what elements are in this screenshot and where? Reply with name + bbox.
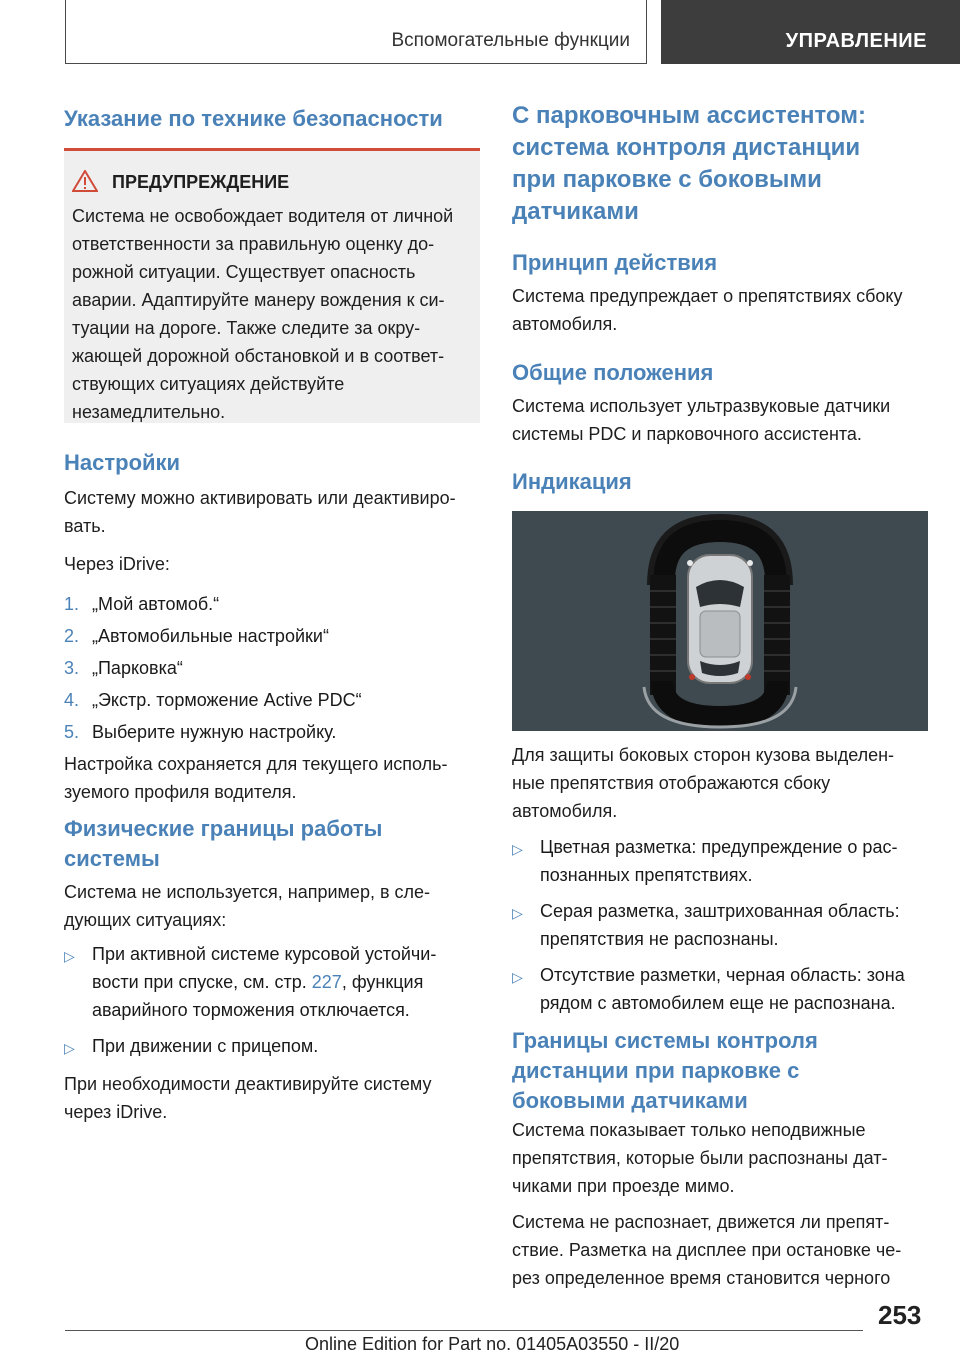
principle-text: автомобиля. bbox=[512, 314, 618, 334]
warning-line: незамедлительно. bbox=[72, 402, 226, 422]
indication-text: ные препятствия отображаются сбоку bbox=[512, 773, 831, 793]
general-heading: Общие положения bbox=[512, 360, 714, 385]
warning-line: аварии. Адаптируйте манеру вождения к си- bbox=[72, 290, 445, 310]
footer-divider bbox=[65, 1330, 863, 1331]
principle-text: Система предупреждает о препятствиях сбоку bbox=[512, 286, 903, 306]
bullet-text: Серая разметка, заштрихованная область: bbox=[540, 901, 900, 921]
steps-list bbox=[64, 590, 482, 746]
warning-line: рожной ситуации. Существует опасность bbox=[72, 262, 416, 282]
page-number: 253 bbox=[878, 1300, 922, 1330]
bullet-text: , функция bbox=[341, 972, 424, 992]
list-item bbox=[64, 654, 482, 682]
bullet-text: Отсутствие разметки, черная область: зона bbox=[540, 965, 905, 985]
bullet-triangle-icon: ▷ bbox=[512, 841, 523, 857]
bounds-text: препятствия, которые были распознаны дат- bbox=[512, 1148, 888, 1168]
bullet-text: Цветная разметка: предупреждение о рас- bbox=[540, 837, 898, 857]
chapter-title: УПРАВЛЕНИЕ bbox=[785, 30, 927, 52]
warning-box bbox=[64, 148, 480, 423]
bounds-text: чиками при проезде мимо. bbox=[512, 1176, 735, 1196]
via-idrive-text: Через iDrive: bbox=[64, 554, 170, 574]
warning-line: ствующих ситуациях действуйте bbox=[72, 374, 345, 394]
main-heading-line: при парковке с боковыми bbox=[512, 166, 822, 193]
indication-section bbox=[512, 741, 930, 1025]
list-item bbox=[64, 1032, 482, 1062]
warning-divider bbox=[64, 148, 480, 151]
bullet-text: познанных препятствиях. bbox=[540, 865, 753, 885]
deactivate-text: При необходимости деактивируйте систему bbox=[64, 1074, 432, 1094]
step-text: „Парковка“ bbox=[92, 658, 183, 678]
bullet-text: рядом с автомобилем еще не распознана. bbox=[540, 993, 896, 1013]
safety-heading: Указание по технике безопасности bbox=[64, 106, 443, 131]
running-header-box bbox=[65, 0, 647, 64]
limits-heading bbox=[64, 814, 482, 874]
step-text: „Автомобильные настройки“ bbox=[92, 626, 329, 646]
limits-text: Система не используется, например, в сле- bbox=[64, 882, 431, 902]
parking-sensor-illustration bbox=[512, 511, 928, 731]
main-heading-line: система контроля дистанции bbox=[512, 134, 861, 161]
saved-text: зуемого профиля водителя. bbox=[64, 782, 297, 802]
list-item bbox=[512, 961, 930, 1017]
bullet-triangle-icon: ▷ bbox=[64, 1040, 75, 1056]
warning-line: туации на дороге. Также следите за окру- bbox=[72, 318, 421, 338]
indication-text: Для защиты боковых сторон кузова выделен- bbox=[512, 745, 895, 765]
bullet-text: препятствия не распознаны. bbox=[540, 929, 779, 949]
bounds-heading-line: Границы системы контроля bbox=[512, 1028, 818, 1053]
limits-text: дующих ситуациях: bbox=[64, 910, 227, 930]
settings-text: вать. bbox=[64, 516, 106, 536]
bounds-heading bbox=[512, 1026, 942, 1116]
bullet-text: вости при спуске, см. стр. bbox=[92, 972, 312, 992]
step-number: 1. bbox=[64, 594, 80, 614]
general-text: Система использует ультразвуковые датчики bbox=[512, 396, 891, 416]
principle-heading: Принцип действия bbox=[512, 250, 718, 275]
section-title: Вспомогательные функции bbox=[391, 30, 630, 51]
bullet-triangle-icon: ▷ bbox=[64, 948, 75, 964]
settings-section bbox=[64, 484, 482, 806]
step-text: „Экстр. торможение Active PDC“ bbox=[92, 690, 362, 710]
bullet-text: При движении с прицепом. bbox=[92, 1036, 319, 1056]
bounds-section bbox=[512, 1116, 942, 1292]
step-number: 2. bbox=[64, 626, 80, 646]
list-item bbox=[64, 940, 482, 1024]
bullet-triangle-icon: ▷ bbox=[512, 905, 523, 921]
page-link[interactable]: 227 bbox=[311, 972, 342, 992]
bullet-triangle-icon: ▷ bbox=[512, 969, 523, 985]
indication-heading: Индикация bbox=[512, 469, 632, 494]
step-text: Выберите нужную настройку. bbox=[92, 722, 337, 742]
car-top-view-icon bbox=[512, 511, 928, 731]
bounds-heading-line: дистанции при парковке с bbox=[512, 1058, 800, 1083]
warning-title: ПРЕДУПРЕЖДЕНИЕ bbox=[112, 172, 290, 192]
list-item bbox=[512, 897, 930, 953]
chapter-tab bbox=[661, 0, 960, 64]
general-text: системы PDC и парковочного ассистента. bbox=[512, 424, 862, 444]
list-item bbox=[64, 590, 482, 618]
step-number: 5. bbox=[64, 722, 80, 742]
list-item bbox=[64, 718, 482, 746]
general-section bbox=[512, 392, 930, 448]
settings-text: Систему можно активировать или деактивиро- bbox=[64, 488, 456, 508]
step-text: „Мой автомоб.“ bbox=[92, 594, 220, 614]
warning-line: Система не освобождает водителя от личной bbox=[72, 206, 454, 226]
limits-heading-line: системы bbox=[64, 846, 160, 871]
bounds-text: ствие. Разметка на дисплее при остановке че- bbox=[512, 1240, 902, 1260]
bounds-text: Система не распознает, движется ли препят- bbox=[512, 1212, 890, 1232]
limits-section bbox=[64, 878, 482, 1126]
saved-text: Настройка сохраняется для текущего исполь- bbox=[64, 754, 448, 774]
warning-line: ответственности за правильную оценку до- bbox=[72, 234, 435, 254]
bounds-text: рез определенное время становится черного bbox=[512, 1268, 891, 1288]
indication-bullets bbox=[512, 833, 930, 1017]
warning-line: жающей дорожной обстановкой и в соответ- bbox=[72, 346, 445, 366]
bullet-text: аварийного торможения отключается. bbox=[92, 1000, 410, 1020]
list-item bbox=[64, 686, 482, 714]
deactivate-text: через iDrive. bbox=[64, 1102, 168, 1122]
main-heading-line: С парковочным ассистентом: bbox=[512, 102, 866, 129]
limits-heading-line: Физические границы работы bbox=[64, 816, 383, 841]
list-item bbox=[64, 622, 482, 650]
bullet-text: При активной системе курсовой устойчи- bbox=[92, 944, 437, 964]
principle-section bbox=[512, 282, 930, 338]
step-number: 4. bbox=[64, 690, 80, 710]
indication-text: автомобиля. bbox=[512, 801, 618, 821]
list-item bbox=[512, 833, 930, 889]
main-heading bbox=[512, 100, 942, 228]
main-heading-line: датчиками bbox=[512, 198, 639, 225]
settings-heading: Настройки bbox=[64, 450, 181, 475]
warning-triangle-icon bbox=[72, 170, 98, 192]
bounds-heading-line: боковыми датчиками bbox=[512, 1088, 748, 1113]
step-number: 3. bbox=[64, 658, 80, 678]
warning-text bbox=[72, 202, 477, 426]
edition-text: Online Edition for Part no. 01405A03550 - II/20 bbox=[305, 1334, 680, 1354]
bounds-text: Система показывает только неподвижные bbox=[512, 1120, 866, 1140]
